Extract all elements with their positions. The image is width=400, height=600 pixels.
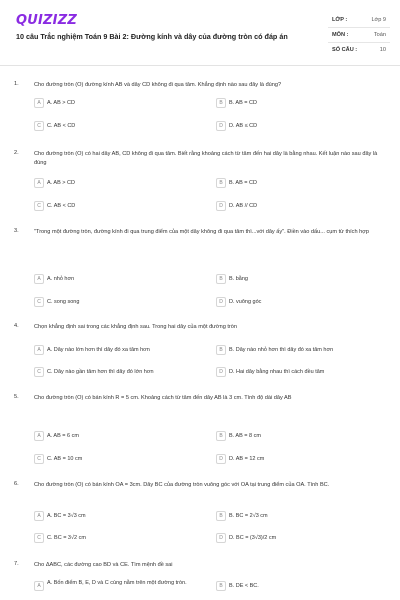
option-b[interactable] <box>216 274 366 286</box>
meta-label: LỚP : <box>332 17 348 23</box>
option-a[interactable] <box>34 431 184 443</box>
option-letter-badge: D <box>216 367 226 377</box>
option-text: C. AB = 10 cm <box>47 456 83 462</box>
option-letter-badge: B <box>216 511 226 521</box>
option-letter-badge: C <box>34 297 44 307</box>
option-text: B. AB = CD <box>229 180 257 186</box>
option-text: B. bằng <box>229 276 248 282</box>
document-header <box>0 0 400 66</box>
option-text: B. DE < BC. <box>229 583 259 589</box>
option-letter-badge: B <box>216 345 226 355</box>
option-b[interactable] <box>216 345 366 357</box>
question-text: Cho đường tròn (O) có bán kính R = 5 cm. Khoảng cách từ tâm đến dây AB là 3 cm. Tính độ dài dây AB <box>34 395 292 401</box>
option-letter-badge: A <box>34 178 44 188</box>
meta-label: SỐ CÂU : <box>332 47 358 53</box>
option-c[interactable] <box>34 367 184 379</box>
document-title: 10 câu Trắc nghiệm Toán 9 Bài 2: Đường kính và dây của đường tròn có đáp án <box>16 32 288 41</box>
option-letter-badge: B <box>216 178 226 188</box>
option-c[interactable] <box>34 454 184 466</box>
option-d[interactable] <box>216 121 366 133</box>
option-a[interactable] <box>34 178 184 190</box>
quizizz-logo: QUIZIZZ <box>16 13 77 28</box>
option-d[interactable] <box>216 533 366 545</box>
question-number: 2. <box>14 150 19 156</box>
question-number: 3. <box>14 228 19 234</box>
option-text: D. vuông góc <box>229 299 262 305</box>
option-text: C. AB < CD <box>47 203 76 209</box>
question-text: Cho đường tròn (O) có hai dây AB, CD không đi qua tâm. Biết rằng khoảng cách từ tâm đến hai dây là bằng nhau. Kết luận nào sau đây là đúng <box>34 151 378 166</box>
question-number: 6. <box>14 481 19 487</box>
option-b[interactable] <box>216 511 366 523</box>
option-d[interactable] <box>216 367 366 379</box>
option-b[interactable] <box>216 178 366 190</box>
option-text: D. AB = 12 cm <box>229 456 265 462</box>
option-d[interactable] <box>216 201 366 213</box>
question-text: Cho ΔABC, các đường cao BD và CE. Tìm mệnh đề sai <box>34 562 173 568</box>
option-a[interactable] <box>34 345 184 357</box>
option-b[interactable] <box>216 98 366 110</box>
option-letter-badge: A <box>34 345 44 355</box>
meta-value: Lớp 9 <box>371 17 386 23</box>
question-text: "Trong một đường tròn, đường kính đi qua trung điểm của một dây không đi qua tâm thì...với dây ấy". Điền vào dấu... cụm từ thích hợp <box>34 229 370 235</box>
option-letter-badge: B <box>216 98 226 108</box>
option-c[interactable] <box>34 297 184 309</box>
option-text: D. AB // CD <box>229 203 258 209</box>
meta-row-subject <box>328 28 390 43</box>
option-letter-badge: A <box>34 511 44 521</box>
option-c[interactable] <box>34 121 184 133</box>
meta-row-count <box>328 43 390 58</box>
option-a[interactable] <box>34 511 184 523</box>
option-c[interactable] <box>34 201 184 213</box>
option-letter-badge: A <box>34 98 44 108</box>
option-letter-badge: C <box>34 121 44 131</box>
option-a[interactable] <box>34 580 187 593</box>
option-letter-badge: B <box>216 431 226 441</box>
option-d[interactable] <box>216 297 366 309</box>
option-b[interactable] <box>216 431 366 443</box>
option-letter-badge: C <box>34 454 44 464</box>
option-letter-badge: C <box>34 201 44 211</box>
option-letter-badge: C <box>34 533 44 543</box>
question-text: Cho đường tròn (O) có bán kính OA = 3cm. Dây BC của đường tròn vuông góc với OA tại trung điểm của OA. Tính BC. <box>34 482 330 488</box>
question-number: 4. <box>14 323 19 329</box>
question-number: 7. <box>14 561 19 567</box>
option-text: D. Hai dây bằng nhau thì cách đều tâm <box>229 369 325 375</box>
option-text: A. BC = 3√3 cm <box>47 513 86 519</box>
option-letter-badge: D <box>216 454 226 464</box>
option-letter-badge: A <box>34 431 44 441</box>
option-letter-badge: B <box>216 274 226 284</box>
option-letter-badge: C <box>34 367 44 377</box>
option-text: B. AB = 8 cm <box>229 433 261 439</box>
option-text: D. AB ≤ CD <box>229 123 258 129</box>
option-d[interactable] <box>216 454 366 466</box>
option-text: A. AB > CD <box>47 180 75 186</box>
option-b[interactable] <box>216 581 366 593</box>
option-text: B. Dây nào nhỏ hơn thì dây đó xa tâm hơn <box>229 347 334 353</box>
option-text: D. BC = (3√3)/2 cm <box>229 535 277 541</box>
option-a[interactable] <box>34 98 184 110</box>
meta-label: MÔN : <box>332 32 349 38</box>
option-text: B. BC = 2√3 cm <box>229 513 268 519</box>
question-text: Chọn khẳng định sai trong các khẳng định sau. Trong hai dây của một đường tròn <box>34 324 238 330</box>
option-letter-badge: D <box>216 533 226 543</box>
option-text: A. nhỏ hơn <box>47 276 75 282</box>
option-text: A. AB = 6 cm <box>47 433 79 439</box>
meta-value: Toán <box>373 32 386 38</box>
option-text: C. BC = 3√2 cm <box>47 535 86 541</box>
option-letter-badge: A <box>34 581 44 591</box>
option-letter-badge: B <box>216 581 226 591</box>
option-text: B. AB = CD <box>229 100 257 106</box>
question-number: 5. <box>14 394 19 400</box>
option-text: C. AB < CD <box>47 123 76 129</box>
meta-value: 10 <box>379 47 386 53</box>
option-c[interactable] <box>34 533 184 545</box>
option-text: C. song song <box>47 299 80 305</box>
option-text: C. Dây nào gần tâm hơn thì dây đó lớn hơn <box>47 369 154 375</box>
option-letter-badge: D <box>216 201 226 211</box>
option-letter-badge: A <box>34 274 44 284</box>
question-text: Cho đường tròn (O) đường kính AB và dây CD không đi qua tâm. Khẳng định nào sau đây là đúng? <box>34 82 282 88</box>
option-text: A. Dây nào lớn hơn thì dây đó xa tâm hơn <box>47 347 150 353</box>
option-text: A. Bốn điểm B, E, D và C cùng nằm trên một đường tròn. <box>47 580 187 586</box>
meta-box <box>328 13 390 58</box>
option-text: A. AB > CD <box>47 100 75 106</box>
option-letter-badge: D <box>216 297 226 307</box>
meta-row-class <box>328 13 390 28</box>
option-a[interactable] <box>34 274 184 286</box>
option-letter-badge: D <box>216 121 226 131</box>
question-number: 1. <box>14 81 19 87</box>
